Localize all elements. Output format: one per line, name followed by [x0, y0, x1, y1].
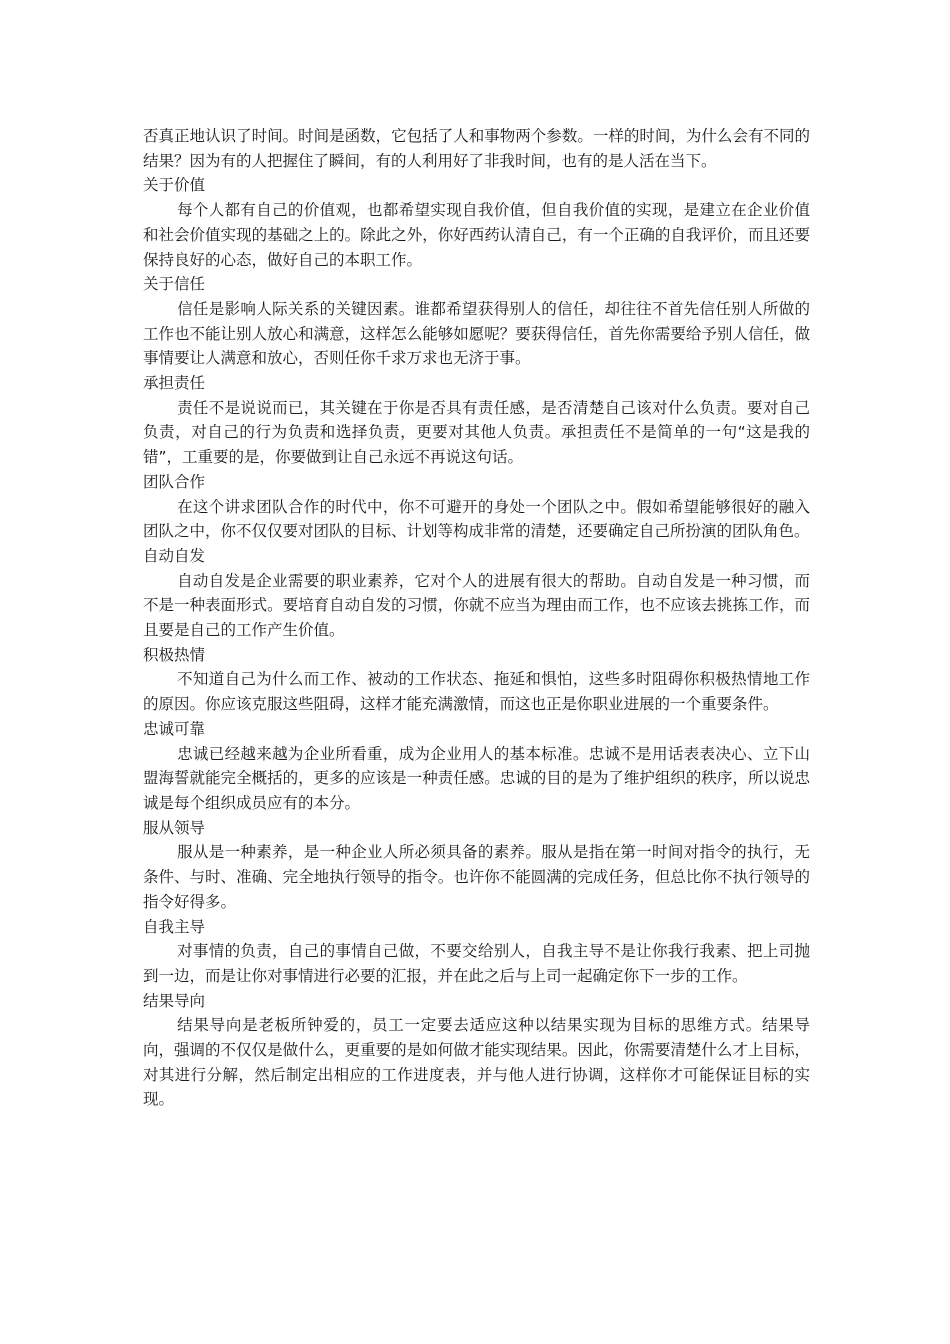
section-heading: 自我主导 [143, 917, 206, 936]
intro-paragraph: 否真正地认识了时间。时间是函数，它包括了人和事物两个参数。一样的时间，为什么会有不同的结果？因为有的人把握住了瞬间，有的人利用好了非我时间，也有的是人活在当下。 [143, 127, 810, 170]
section-body: 在这个讲求团队合作的时代中，你不可避开的身处一个团队之中。假如希望能够很好的融入团队之中，你不仅仅要对团队的目标、计划等构成非常的清楚，还要确定自己所扮演的团队角色。 [143, 497, 810, 541]
section-self-direction [143, 915, 810, 989]
section-value [143, 173, 810, 272]
section-enthusiasm [143, 643, 810, 717]
section-heading: 服从领导 [143, 818, 206, 837]
section-heading: 团队合作 [143, 472, 206, 491]
section-heading: 关于信任 [143, 275, 206, 294]
document-page [143, 124, 810, 1112]
section-heading: 承担责任 [143, 374, 206, 393]
section-heading: 忠诚可靠 [143, 719, 206, 738]
section-responsibility [143, 371, 810, 470]
section-body: 每个人都有自己的价值观，也都希望实现自我价值，但自我价值的实现，是建立在企业价值和社会价值实现的基础之上的。除此之外，你好西药认清自己，有一个正确的自我评价，而且还要保持良好的心态，做好自己的本职工作。 [143, 201, 810, 269]
section-results [143, 989, 810, 1113]
section-teamwork [143, 470, 810, 544]
section-loyalty [143, 717, 810, 816]
section-body: 忠诚已经越来越为企业所看重，成为企业用人的基本标准。忠诚不是用话表表决心、立下山盟海誓就能完全概括的，更多的应该是一种责任感。忠诚的目的是为了维护组织的秩序，所以说忠诚是每个组织成员应有的本分。 [143, 744, 810, 812]
section-heading: 关于价值 [143, 176, 206, 195]
section-heading: 结果导向 [143, 991, 206, 1010]
section-heading: 积极热情 [143, 645, 206, 664]
section-body: 自动自发是企业需要的职业素养，它对个人的进展有很大的帮助。自动自发是一种习惯，而不是一种表面形式。要培育自动自发的习惯，你就不应当为理由而工作，也不应该去挑拣工作，而且要是自己的工作产生价值。 [143, 571, 810, 640]
section-body: 结果导向是老板所钟爱的，员工一定要去适应这种以结果实现为目标的思维方式。结果导向，强调的不仅仅是做什么，更重要的是如何做才能实现结果。因此，你需要清楚什么才上目标，对其进行分解，然后制定出相应的工作进度表，并与他人进行协调，这样你才可能保证目标的实现。 [143, 1016, 810, 1109]
section-heading: 自动自发 [143, 546, 206, 565]
section-body: 服从是一种素养，是一种企业人所必须具备的素养。服从是指在第一时间对指令的执行，无条件、与时、准确、完全地执行领导的指令。也许你不能圆满的完成任务，但总比你不执行领导的指令好得多。 [143, 843, 810, 911]
section-body: 对事情的负责，自己的事情自己做，不要交给别人，自我主导不是让你我行我素、把上司抛到一边，而是让你对事情进行必要的汇报，并在此之后与上司一起确定你下一步的工作。 [143, 942, 810, 985]
section-body: 责任不是说说而已，其关键在于你是否具有责任感，是否清楚自己该对什么负责。要对自己负责，对自己的行为负责和选择负责，更要对其他人负责。承担责任不是简单的一句“这是我的错”，工重要的是，你要做到让自己永远不再说这句话。 [143, 398, 810, 467]
section-trust [143, 272, 810, 371]
section-body: 信任是影响人际关系的关键因素。谁都希望获得别人的信任，却往往不首先信任别人所做的工作也不能让别人放心和满意，这样怎么能够如愿呢？要获得信任，首先你需要给予别人信任，做事情要让人满意和放心，否则任你千求万求也无济于事。 [143, 299, 810, 368]
section-body: 不知道自己为什么而工作、被动的工作状态、拖延和惧怕，这些多时阻碍你积极热情地工作的原因。你应该克服这些阻碍，这样才能充满激情，而这也正是你职业进展的一个重要条件。 [143, 670, 810, 714]
section-obedience [143, 816, 810, 915]
section-initiative [143, 544, 810, 643]
